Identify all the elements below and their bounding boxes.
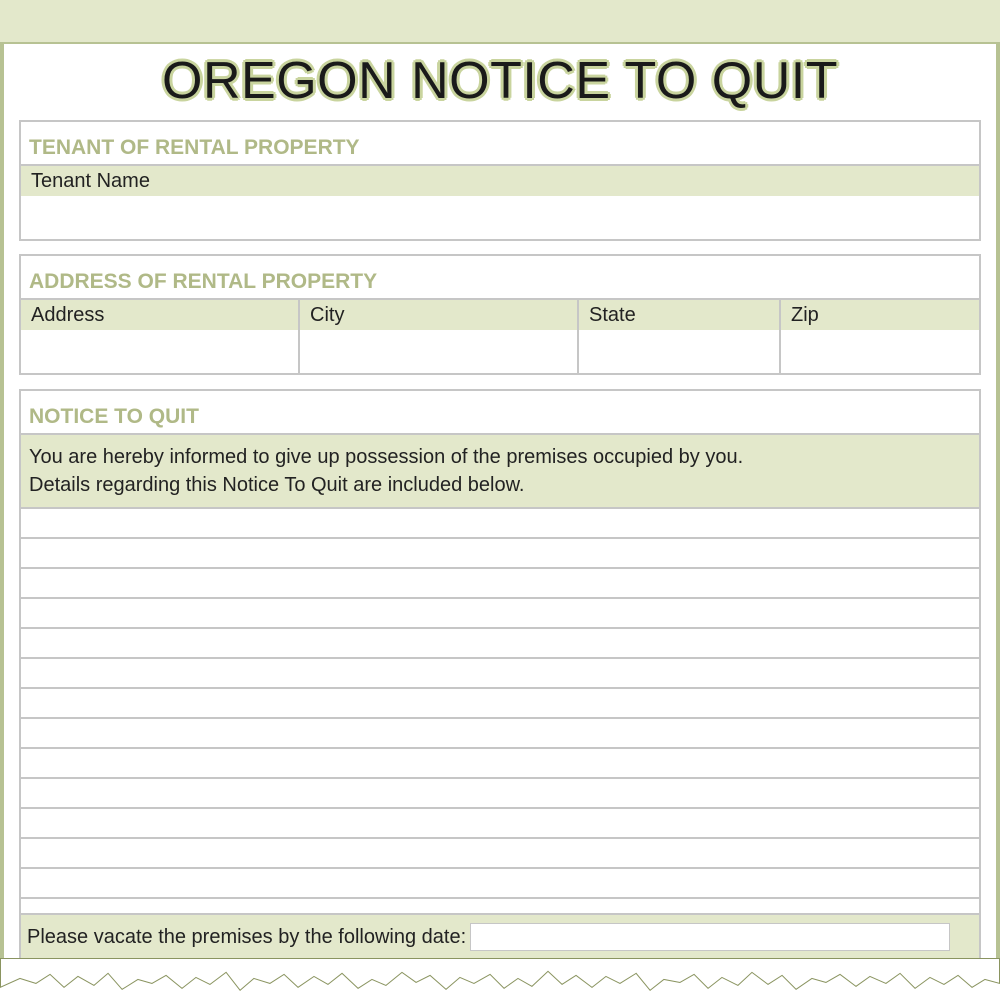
detail-line[interactable] (21, 599, 979, 629)
address-field[interactable] (21, 330, 298, 374)
detail-line[interactable] (21, 689, 979, 719)
detail-line[interactable] (21, 569, 979, 599)
address-label: Address (31, 304, 105, 326)
detail-line[interactable] (21, 659, 979, 689)
address-grid (21, 300, 979, 374)
address-section (19, 254, 981, 375)
detail-line[interactable] (21, 839, 979, 869)
detail-line[interactable] (21, 749, 979, 779)
tenant-section-heading: TENANT OF RENTAL PROPERTY (21, 122, 979, 166)
address-section-heading: ADDRESS OF RENTAL PROPERTY (21, 256, 979, 300)
notice-text (21, 435, 979, 509)
vacate-date-input[interactable] (470, 923, 950, 951)
page-title: OREGON NOTICE TO QUIT (162, 52, 838, 110)
detail-line[interactable] (21, 509, 979, 539)
top-band (0, 0, 1000, 44)
city-label: City (310, 304, 345, 326)
detail-line[interactable] (21, 869, 979, 899)
zip-field[interactable] (781, 330, 979, 374)
detail-line[interactable] (21, 719, 979, 749)
detail-line[interactable] (21, 629, 979, 659)
notice-line-2: Details regarding this Notice To Quit are included below. (29, 474, 525, 496)
vacate-label: Please vacate the premises by the following date: (27, 925, 467, 948)
notice-section (19, 389, 981, 961)
city-column (300, 300, 579, 374)
detail-line[interactable] (21, 539, 979, 569)
state-column (579, 300, 781, 374)
zip-column (781, 300, 979, 374)
zip-label: Zip (791, 304, 819, 326)
notice-line-1: You are hereby informed to give up possession of the premises occupied by you. (29, 446, 744, 468)
city-field[interactable] (300, 330, 577, 374)
tenant-section (19, 120, 981, 241)
state-field[interactable] (579, 330, 779, 374)
state-label: State (589, 304, 636, 326)
tenant-name-field[interactable] (21, 196, 979, 240)
details-lines[interactable] (21, 509, 979, 899)
tenant-name-label-bar (21, 166, 979, 196)
torn-edge (0, 958, 1000, 1000)
vacate-row (21, 913, 979, 959)
notice-section-heading: NOTICE TO QUIT (21, 391, 979, 435)
detail-line[interactable] (21, 779, 979, 809)
detail-line[interactable] (21, 809, 979, 839)
address-column (21, 300, 300, 374)
tenant-name-label: Tenant Name (31, 170, 150, 192)
